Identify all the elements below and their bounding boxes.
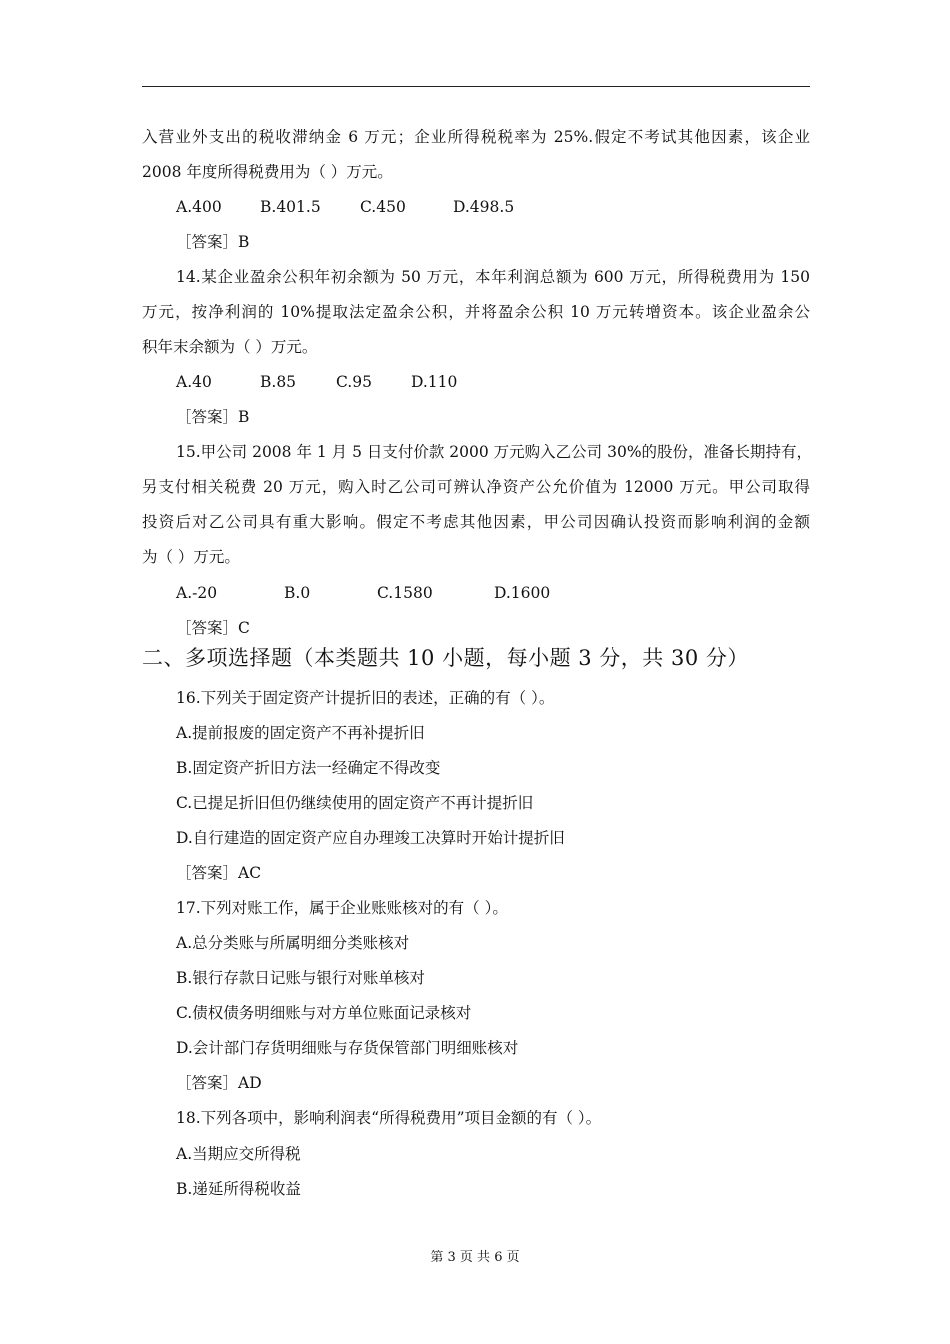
q17-option-a: A.总分类账与所属明细分类账核对 — [176, 934, 410, 952]
q17-answer: ［答案］AD — [176, 1074, 262, 1092]
q15-option-a: A.-20 — [176, 584, 218, 602]
q16-option-d: D.自行建造的固定资产应自办理竣工决算时开始计提折旧 — [176, 829, 565, 847]
q15-option-d: D.1600 — [494, 584, 551, 602]
q16-option-c: C.已提足折旧但仍继续使用的固定资产不再计提折旧 — [176, 794, 534, 812]
page-footer: 第 3 页 共 6 页 — [430, 1250, 520, 1265]
q15-text-line-2: 另支付相关税费 20 万元，购入时乙公司可辨认净资产公允价值为 12000 万元。甲公司取得 — [142, 478, 810, 496]
q17-option-d: D.会计部门存货明细账与存货保管部门明细账核对 — [176, 1039, 519, 1057]
q18-option-a: A.当期应交所得税 — [176, 1145, 301, 1163]
q17-option-b: B.银行存款日记账与银行对账单核对 — [176, 969, 425, 987]
q13-options — [176, 197, 844, 217]
header-rule — [142, 86, 810, 87]
q13-option-b: B.401.5 — [260, 198, 321, 216]
q17-stem: 17.下列对账工作，属于企业账账核对的有（ ）。 — [176, 899, 508, 917]
q15-text-line-3: 投资后对乙公司具有重大影响。假定不考虑其他因素，甲公司因确认投资而影响利润的金额 — [142, 513, 810, 531]
q15-text-line-4: 为（ ）万元。 — [142, 548, 240, 566]
q13-text-line-1: 入营业外支出的税收滞纳金 6 万元；企业所得税税率为 25%.假定不考试其他因素，该企业 — [142, 128, 810, 146]
q16-answer: ［答案］AC — [176, 864, 262, 882]
q17-option-c: C.债权债务明细账与对方单位账面记录核对 — [176, 1004, 472, 1022]
q14-option-b: B.85 — [260, 373, 297, 391]
q14-text-line-2: 万元，按净利润的 10%提取法定盈余公积，并将盈余公积 10 万元转增资本。该企业盈余公 — [142, 303, 810, 321]
q15-option-c: C.1580 — [377, 584, 433, 602]
q14-answer: ［答案］B — [176, 408, 250, 426]
q14-option-c: C.95 — [336, 373, 372, 391]
q18-option-b: B.递延所得税收益 — [176, 1180, 301, 1198]
q15-answer: ［答案］C — [176, 619, 250, 637]
q13-option-a: A.400 — [176, 198, 222, 216]
q15-options — [176, 583, 844, 603]
q14-text-line-1: 14.某企业盈余公积年初余额为 50 万元，本年利润总额为 600 万元，所得税费用为 150 — [176, 268, 810, 286]
q15-option-b: B.0 — [284, 584, 311, 602]
q14-option-a: A.40 — [176, 373, 212, 391]
q13-option-d: D.498.5 — [453, 198, 515, 216]
q14-options — [176, 372, 844, 392]
q16-option-b: B.固定资产折旧方法一经确定不得改变 — [176, 759, 441, 777]
q13-option-c: C.450 — [360, 198, 406, 216]
q14-text-line-3: 积年末余额为（ ）万元。 — [142, 338, 318, 356]
q13-text-line-2: 2008 年度所得税费用为（ ）万元。 — [142, 163, 393, 181]
q16-stem: 16.下列关于固定资产计提折旧的表述，正确的有（ ）。 — [176, 689, 555, 707]
q13-answer: ［答案］B — [176, 233, 250, 251]
section-heading: 二、多项选择题（本类题共 10 小题，每小题 3 分，共 30 分） — [142, 646, 749, 670]
q15-text-line-1: 15.甲公司 2008 年 1 月 5 日支付价款 2000 万元购入乙公司 30%的股份，准备长期持有， — [176, 443, 813, 461]
q16-option-a: A.提前报废的固定资产不再补提折旧 — [176, 724, 425, 742]
q14-option-d: D.110 — [411, 373, 458, 391]
q18-stem: 18.下列各项中，影响利润表“所得税费用”项目金额的有（ ）。 — [176, 1109, 602, 1127]
